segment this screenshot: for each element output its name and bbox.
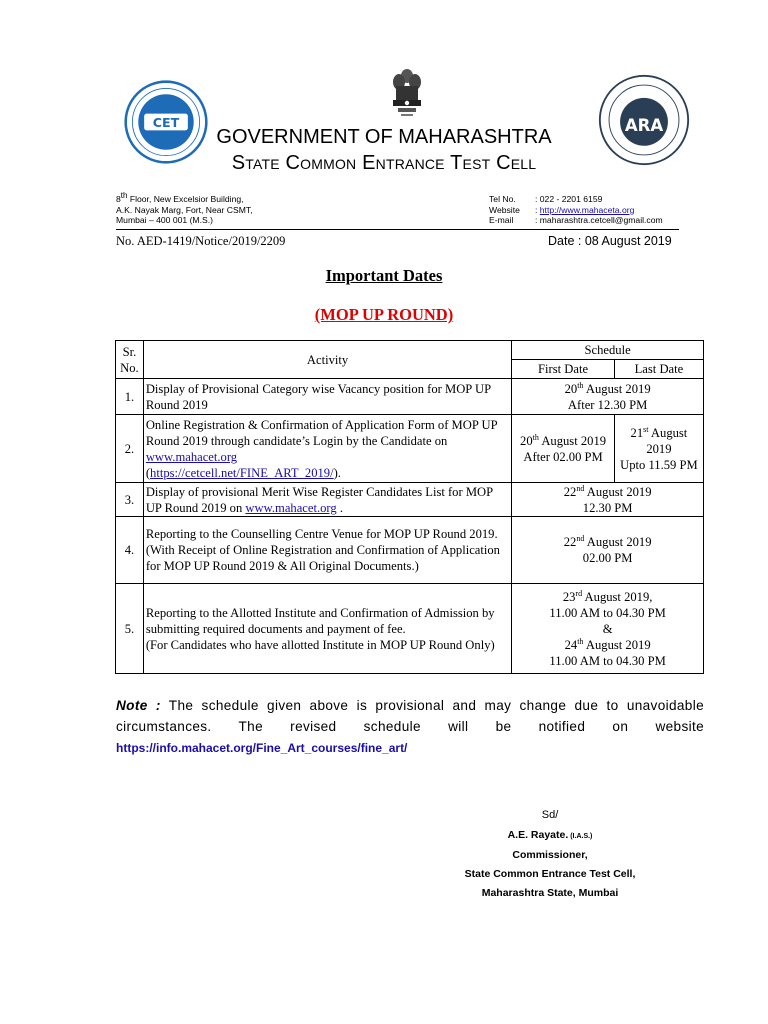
header-divider: [116, 229, 679, 230]
signatory-name: A.E. Rayate. (I.A.S.): [507, 829, 593, 841]
table-row: 3. Display of provisional Merit Wise Register Candidates List for MOP UP Round 2019 on www.mahacet.org . 22nd August 2019 12.30 PM: [116, 483, 704, 517]
col-header-last-date: Last Date: [614, 360, 703, 379]
note-paragraph: Note : The schedule given above is provisional and may change due to unavoidable circumstances. The revised schedule will be notified on website https://info.mahacet.org/Fine_Art_courses/fine_art/: [116, 698, 704, 755]
ara-logo-text: ARA: [624, 116, 664, 136]
mahacet-link[interactable]: www.mahacet.org: [245, 500, 337, 515]
signatory-place: Maharashtra State, Mumbai: [481, 887, 619, 899]
national-emblem-icon: [387, 66, 427, 122]
col-header-sr: Sr. No.: [116, 341, 144, 379]
reference-number: No. AED-1419/Notice/2019/2209: [116, 234, 286, 248]
signatory-org: State Common Entrance Test Cell,: [464, 868, 636, 880]
col-header-schedule: Schedule: [512, 341, 704, 360]
cell-title: State Common Entrance Test Cell: [231, 152, 537, 174]
schedule-table: [115, 340, 704, 674]
page-subheading: (MOP UP ROUND): [314, 305, 454, 324]
tel-value: : 022 - 2201 6159: [535, 194, 603, 204]
contact-block: Tel No. : 022 - 2201 6159 Website : http://www.mahaceta.org E-mail : maharashtra.cetcell@gmail.com: [489, 194, 663, 225]
mahacet-link[interactable]: www.mahacet.org: [145, 449, 238, 464]
table-row: 1. Display of Provisional Category wise Vacancy position for MOP UP Round 2019 20th August 2019 After 12.30 PM: [116, 379, 704, 415]
table-row: 2. Online Registration & Confirmation of Application Form of MOP UP Round 2019 through candidate’s Login by the Candidate on www.mahacet.org (https://cetcell.net/FINE_ART_2019/). 20th August 2019 After 02.00 PM 21st August 2019 Upto 11.59 PM: [116, 415, 704, 483]
address-block: 8th Floor, New Excelsior Building, A.K. Nayak Marg, Fort, Near CSMT, Mumbai – 400 001 (M.S.): [116, 191, 253, 225]
table-row: 4. Reporting to the Counselling Centre Venue for MOP UP Round 2019. (With Receipt of Online Registration and Confirmation of Application for MOP UP Round 2019 & All Original Documents.) 22nd August 2019 02.00 PM: [116, 517, 704, 584]
signature-sd: Sd/: [541, 809, 559, 821]
cet-logo-text: CET: [152, 115, 180, 131]
gov-title: GOVERNMENT OF MAHARASHTRA: [216, 126, 552, 148]
page-heading: Important Dates: [325, 266, 443, 285]
email-value: : maharashtra.cetcell@gmail.com: [535, 215, 663, 225]
website-link[interactable]: http://www.mahaceta.org: [539, 204, 635, 215]
col-header-first-date: First Date: [512, 360, 615, 379]
note-label: Note :: [116, 698, 161, 713]
fine-art-link[interactable]: https://info.mahacet.org/Fine_Art_courses/fine_art/: [116, 741, 408, 755]
table-row: 5. Reporting to the Allotted Institute and Confirmation of Admission by submitting required documents and payment of fee. (For Candidates who have allotted Institute in MOP UP Round Only) 23rd August 2019, 11.00 AM to 04.30 PM & 24th August 2019 11.00 AM to 04.30 PM: [116, 584, 704, 674]
col-header-activity: Activity: [143, 341, 511, 379]
notice-date: Date : 08 August 2019: [548, 234, 672, 248]
cetcell-link[interactable]: https://cetcell.net/FINE_ART_2019/: [150, 465, 334, 480]
signatory-title: Commissioner,: [512, 849, 588, 861]
